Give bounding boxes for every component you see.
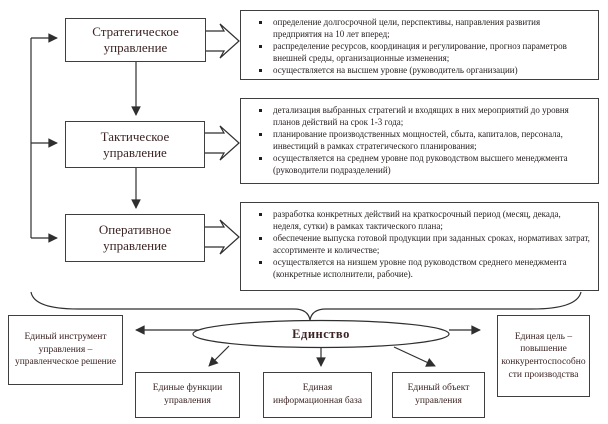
arrow-to-functions-box xyxy=(209,346,229,366)
instrument-box xyxy=(8,315,123,385)
strategic-bullets xyxy=(241,11,598,76)
bullet-item: ▪ осуществляется на высшем уровне (руководитель организации) xyxy=(271,64,590,76)
functions-box-label: Единые функции управления xyxy=(152,383,223,406)
tactical-bullets xyxy=(241,99,598,176)
object-box xyxy=(392,372,485,418)
bullet-item: ▪ детализация выбранных стратегий и входящих в них мероприятий до уровня планов действий на срок 1-3 года; xyxy=(271,104,590,128)
instrument-box-label: Единый инструмент управления – управленческое решение xyxy=(14,332,117,368)
tactical-level-label: Тактическое управление xyxy=(100,128,170,160)
bullet-item: ▪ осуществляется на среднем уровне под руководством высшего менеджмента (руководители подразделений) xyxy=(271,152,590,176)
goal-box xyxy=(497,315,590,397)
unity-ellipse-label: Единство xyxy=(292,326,350,341)
block-arrow-tactical-details xyxy=(205,126,239,160)
strategic-level-box xyxy=(65,18,206,62)
block-arrow-strategic-details xyxy=(206,24,239,58)
operational-details-box xyxy=(240,202,599,291)
bullet-item: ▪ разработка конкретных действий на краткосрочный период (месяц, декада, неделя, сутки) в рамках тактического плана; xyxy=(271,208,590,232)
functions-box xyxy=(135,372,240,418)
block-arrow-operational-details xyxy=(205,220,239,254)
object-box-label: Единый объект управления xyxy=(407,383,470,406)
operational-bullets xyxy=(241,203,598,280)
bullet-item: ▪ осуществляется на низшем уровне под руководством среднего менеджмента (конкретные исполнители, рабочие). xyxy=(271,256,590,280)
tactical-level-box xyxy=(65,121,205,168)
goal-box-label: Единая цель – повышение конкурентоспособности производства xyxy=(501,331,586,380)
info-base-box-label: Единая информационная база xyxy=(273,383,362,406)
tactical-details-box xyxy=(240,98,599,184)
bullet-item: ▪ определение долгосрочной цели, перспективы, направления развития предприятия на 10 лет вперед; xyxy=(271,16,590,40)
strategic-details-box xyxy=(240,10,599,80)
strategic-level-label: Стратегическое управление xyxy=(92,24,179,55)
operational-level-label: Оперативное управление xyxy=(98,222,172,253)
bullet-item: ▪ обеспечение выпуска готовой продукции при заданных сроках, нормативах затрат, ассортименте и количестве; xyxy=(271,232,590,256)
operational-level-box xyxy=(65,214,205,262)
info-base-box xyxy=(263,372,372,418)
arrow-to-object-box xyxy=(394,347,435,366)
bullet-item: ▪ распределение ресурсов, координация и регулирование, прогноз параметров внешней среды, организационные изменения; xyxy=(271,40,590,64)
bullet-item: ▪ планирование производственных мощностей, сбыта, капиталов, персонала, инвестиций в рамках стратегического планирования; xyxy=(271,128,590,152)
